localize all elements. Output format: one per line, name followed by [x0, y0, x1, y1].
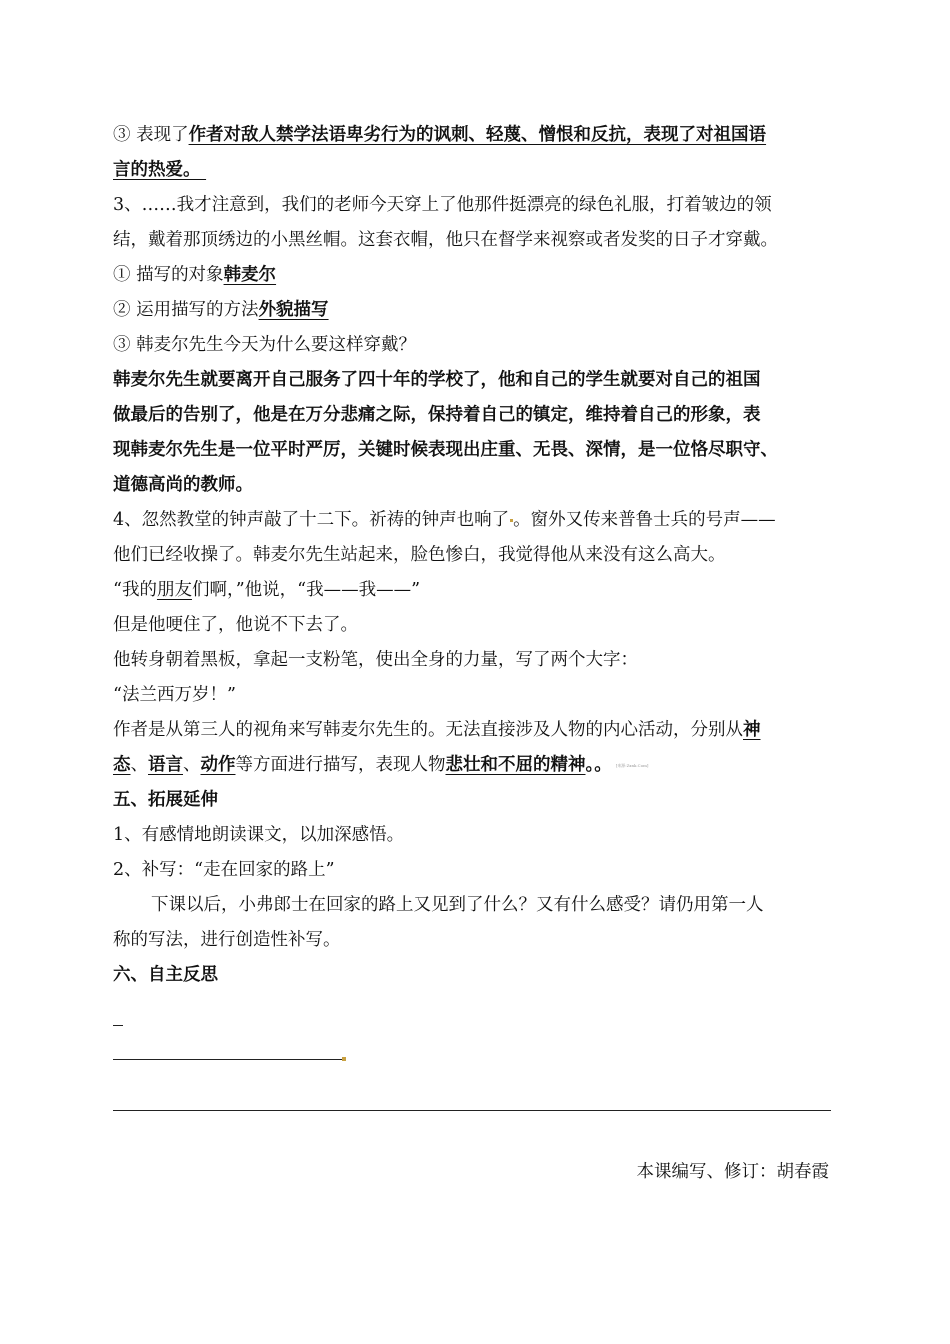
meaning-answer-1: 作者对敌人禁学法语卑劣行为的讽刺、轻蔑、憎恨和反抗，表现了对祖国语: [188, 125, 767, 145]
source-watermark: [来源:Zxxk.Com]: [615, 763, 649, 768]
answer-dash: [113, 1025, 123, 1026]
analysis-shen: 神: [743, 720, 761, 740]
question-object: [113, 258, 831, 293]
analysis-yuyan: 语言: [148, 755, 183, 775]
document-body: [113, 118, 831, 993]
q1-answer: 韩麦尔: [223, 265, 277, 285]
answer-blank-line[interactable]: [113, 1059, 343, 1060]
quote-rest: 们啊，”他说，“我——我——”: [191, 580, 421, 600]
passage3-line-1: 3、……我才注意到，我们的老师今天穿上了他那件挺漂亮的绿色礼服，打着皱边的领: [113, 195, 772, 215]
analysis-spirit: 悲壮和不屈的精神: [445, 755, 586, 775]
analysis-dongzuo: 动作: [200, 755, 236, 775]
passage3-line-2: 结，戴着那顶绣边的小黑丝帽。这套衣帽，他只在督学来视察或者发奖的日子才穿戴。: [113, 230, 778, 250]
section5-item-1: 1、有感情地朗读课文，以加深感悟。: [113, 825, 405, 845]
section6-heading: 六、自主反思: [113, 965, 218, 985]
analysis-text-a: 作者是从第三人的视角来写韩麦尔先生的。无法直接涉及人物的内心活动，分别从: [113, 720, 743, 740]
sep-2: 、: [183, 755, 201, 775]
q2-prefix: ② 运用描写的方法: [113, 300, 259, 320]
answer-line-3: 现韩麦尔先生是一位平时严厉，关键时候表现出庄重、无畏、深情，是一位恪尽职守、: [113, 440, 778, 460]
section5-item-2: 2、补写：“走在回家的路上”: [113, 860, 335, 880]
analysis-line-1: [113, 713, 831, 748]
stray-dot-icon-2: [342, 1057, 346, 1061]
quote-open: “我的: [113, 580, 157, 600]
q2-answer: 外貌描写: [258, 300, 329, 320]
meaning-answer-2: 言的热爱。: [113, 160, 201, 180]
analysis-text-b: 等方面进行描写，表现人物: [235, 755, 446, 775]
meaning-prefix: ③ 表现了: [113, 125, 189, 145]
analysis-end: 。。: [585, 755, 612, 775]
sep-1: 、: [130, 755, 148, 775]
section5-prompt-1: 下课以后，小弗郎士在回家的路上又见到了什么？又有什么感受？请仍用第一人: [151, 895, 764, 915]
analysis-line-2: [113, 748, 831, 783]
question-method: [113, 293, 831, 328]
answer-line-1: 韩麦尔先生就要离开自己服务了四十年的学校了，他和自己的学生就要对自己的祖国: [113, 370, 761, 390]
answer-line-4: 道德高尚的教师。: [113, 475, 253, 495]
passage4-line-1a: 4、忽然教堂的钟声敲了十二下。祈祷的钟声也响了: [113, 510, 510, 530]
passage4-line-4: 但是他哽住了，他说不下去了。: [113, 615, 358, 635]
footer-credit: 本课编写、修订：胡春霞: [636, 1162, 829, 1182]
meaning-line-2: [113, 153, 831, 188]
meaning-line-1: [113, 118, 831, 153]
question-why: ③ 韩麦尔先生今天为什么要这样穿戴？: [113, 335, 417, 355]
passage4-line-6: “法兰西万岁！”: [113, 685, 236, 705]
passage4-line-1: [113, 503, 831, 538]
passage4-line-5: 他转身朝着黑板，拿起一支粉笔，使出全身的力量，写了两个大字：: [113, 650, 638, 670]
q1-prefix: ① 描写的对象: [113, 265, 224, 285]
section5-heading: 五、拓展延伸: [113, 790, 218, 810]
passage4-line-2: 他们已经收操了。韩麦尔先生站起来，脸色惨白，我觉得他从来没有这么高大。: [113, 545, 726, 565]
passage4-line-1b: 。窗外又传来普鲁士兵的号声——: [513, 510, 776, 530]
footer-divider: [113, 1110, 831, 1111]
answer-line-2: 做最后的告别了，他是在万分悲痛之际，保持着自己的镇定，维持着自己的形象，表: [113, 405, 761, 425]
passage4-quote: [113, 573, 831, 608]
analysis-tai: 态: [113, 755, 131, 775]
section5-prompt-2: 称的写法，进行创造性补写。: [113, 930, 341, 950]
quote-friend: 朋友: [156, 580, 192, 600]
